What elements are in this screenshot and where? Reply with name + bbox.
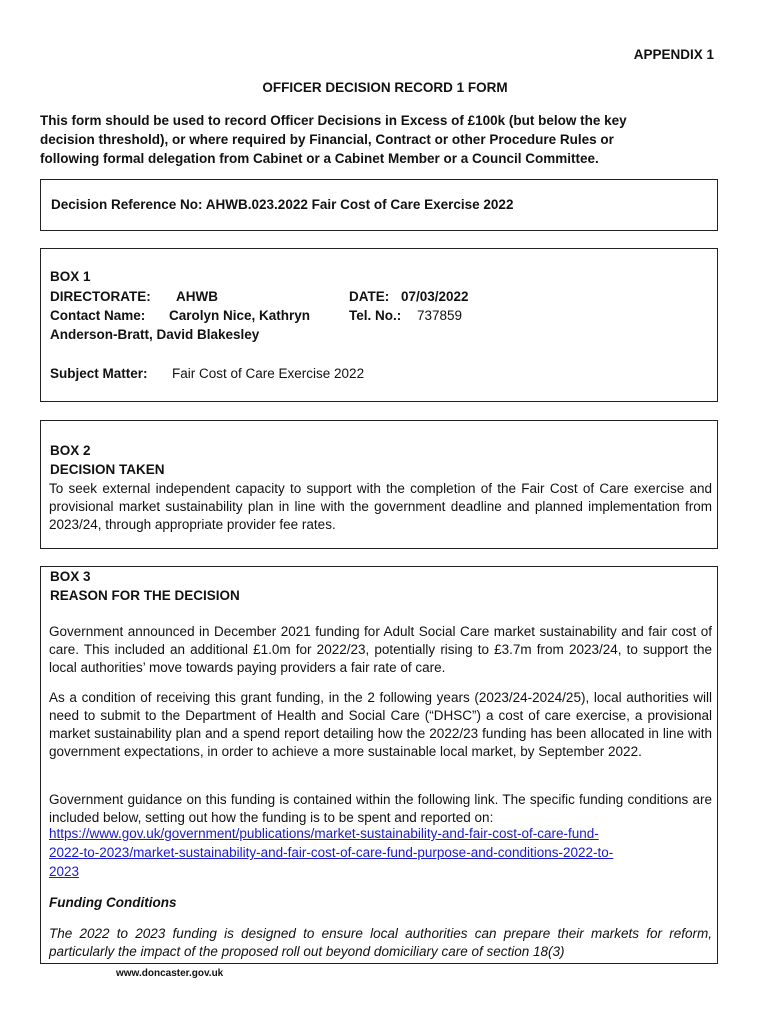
date-value: 07/03/2022 — [401, 289, 469, 304]
box-2-title: BOX 2 — [50, 443, 91, 458]
subject-value: Fair Cost of Care Exercise 2022 — [172, 366, 365, 381]
decision-reference: Decision Reference No: AHWB.023.2022 Fair Cost of Care Exercise 2022 — [51, 197, 514, 212]
intro-text — [40, 111, 730, 168]
reason-heading: REASON FOR THE DECISION — [50, 588, 240, 603]
contact-label: Contact Name: — [50, 308, 146, 323]
contact-value: Carolyn Nice, Kathryn — [169, 308, 311, 323]
reason-paragraph-1: Government announced in December 2021 funding for Adult Social Care market sustainability and fair cost of care. This included an additional £1.0m for 2022/23, potentially rising to £3.7m from 2023/24, to support the local authorities’ move towards paying providers a fair rate of care. — [49, 624, 712, 675]
box-1-title: BOX 1 — [50, 269, 91, 284]
guidance-link[interactable]: 2023 — [49, 864, 80, 879]
reason-paragraph-3: Government guidance on this funding is contained within the following link. The specific funding conditions are included below, setting out how the funding is to be spent and reported on: — [49, 792, 712, 825]
tel-label: Tel. No.: — [349, 308, 402, 323]
decision-taken-text: To seek external independent capacity to support with the completion of the Fair Cost of Care exercise and provisional market sustainability plan in line with the government deadline and planned implementation from 2023/24, through appropriate provider fee rates. — [49, 481, 712, 532]
decision-reference-box — [40, 179, 718, 231]
decision-taken-heading: DECISION TAKEN — [50, 462, 165, 477]
box-1 — [40, 248, 718, 402]
contact-value-continued: Anderson-Bratt, David Blakesley — [50, 327, 260, 342]
form-title: OFFICER DECISION RECORD 1 FORM — [262, 80, 508, 95]
tel-value: 737859 — [417, 308, 463, 323]
directorate-value: AHWB — [176, 289, 218, 304]
intro-line: This form should be used to record Officer Decisions in Excess of £100k (but below the key — [40, 113, 627, 128]
date-label: DATE: — [349, 289, 390, 304]
subject-label: Subject Matter: — [50, 366, 148, 381]
box-2 — [40, 420, 718, 549]
guidance-link[interactable]: https://www.gov.uk/government/publications/market-sustainability-and-fair-cost-of-care-fund- — [49, 826, 599, 841]
directorate-label: DIRECTORATE: — [50, 289, 151, 304]
footer-website: www.doncaster.gov.uk — [116, 968, 224, 979]
reason-paragraph-2: As a condition of receiving this grant funding, in the 2 following years (2023/24-2024/25), local authorities will need to submit to the Department of Health and Social Care (“DHSC”) a cost of care exercise, a provisional market sustainability plan and a spend report detailing how the 2022/23 funding has been allocated in line with government expectations, in order to achieve a more sustainable local market, by September 2022. — [49, 690, 712, 759]
guidance-link-wrap — [49, 824, 599, 843]
funding-conditions-heading: Funding Conditions — [49, 895, 177, 910]
intro-line: decision threshold), or where required by Financial, Contract or other Procedure Rules or — [40, 132, 614, 147]
box-3-title: BOX 3 — [50, 569, 91, 584]
guidance-link-wrap — [49, 862, 79, 881]
funding-conditions-text: The 2022 to 2023 funding is designed to ensure local authorities can prepare their markets for reform, particularly the impact of the proposed roll out beyond domiciliary care of section 18(3) — [49, 926, 712, 959]
intro-line: following formal delegation from Cabinet or a Cabinet Member or a Council Committee. — [40, 151, 599, 166]
box-3 — [40, 566, 718, 964]
appendix-label: APPENDIX 1 — [633, 47, 714, 62]
guidance-link-wrap — [49, 843, 613, 862]
guidance-link[interactable]: 2022-to-2023/market-sustainability-and-fair-cost-of-care-fund-purpose-and-conditions-2022-to- — [49, 845, 614, 860]
